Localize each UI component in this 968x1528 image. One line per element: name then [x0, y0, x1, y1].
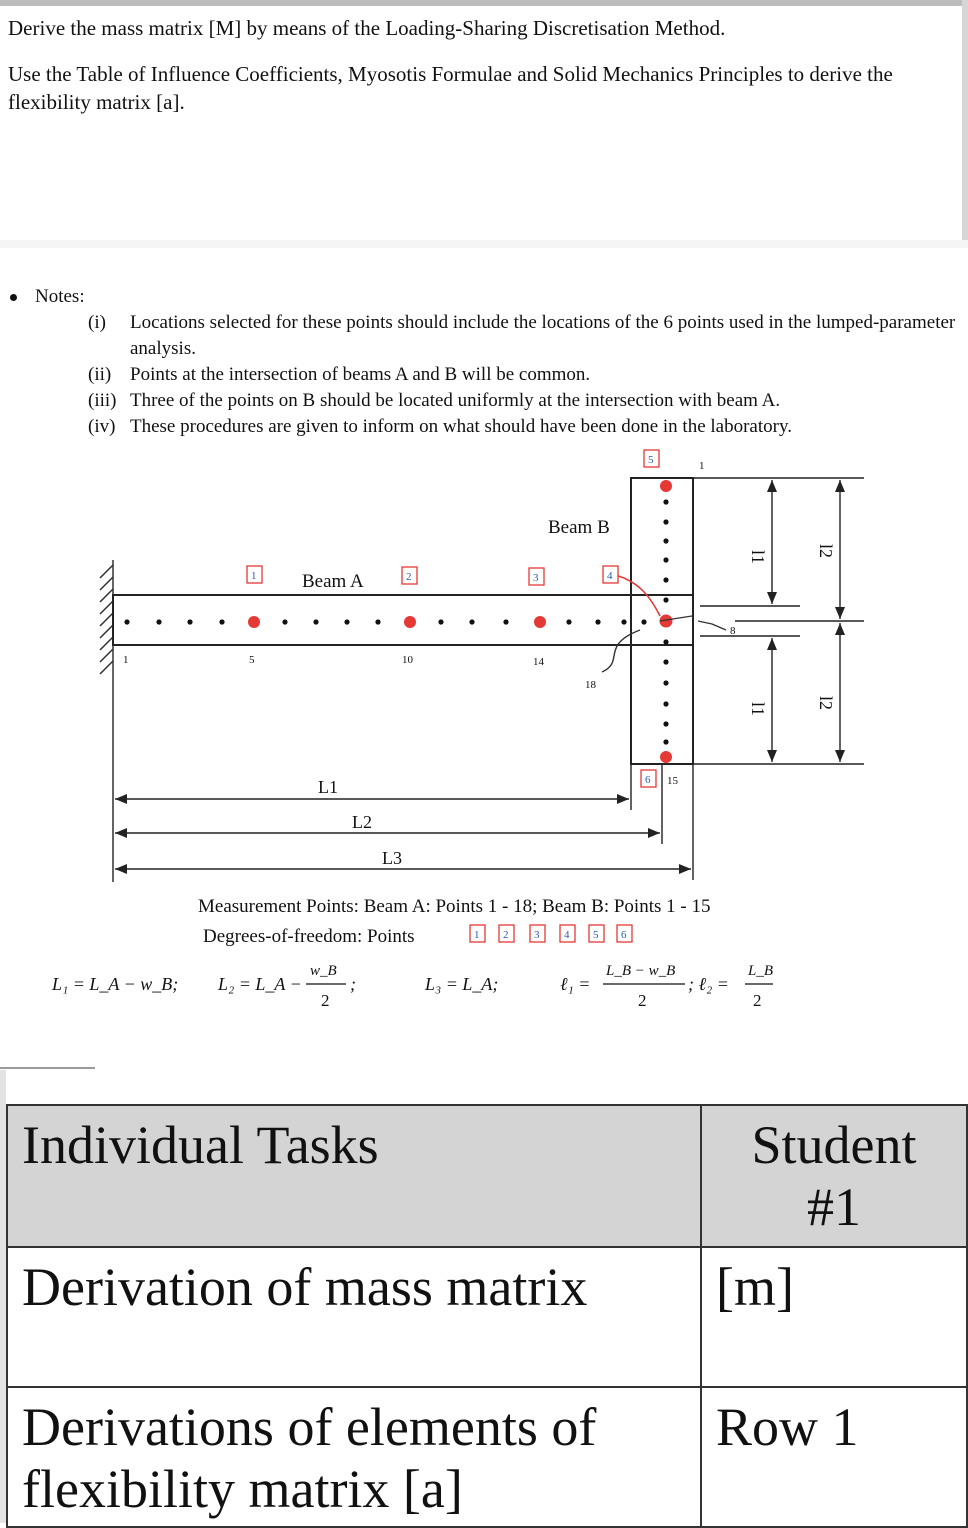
notes-heading: Notes: — [35, 286, 85, 307]
beam-a-points — [124, 619, 646, 624]
dof-legend-label: 2 — [503, 929, 509, 941]
formula-l1-den: 2 — [638, 991, 647, 1010]
header-task: Individual Tasks — [7, 1105, 701, 1247]
formula-L2: L₂ = L_A − — [218, 974, 302, 994]
header-student-line2: #1 — [807, 1177, 861, 1237]
note-item — [88, 310, 958, 362]
note-number: (iv) — [88, 416, 116, 437]
beam-a-dof-points — [248, 616, 546, 628]
formula-l2-num: L_B — [748, 963, 774, 979]
dof-points-text: Degrees-of-freedom: Points — [203, 926, 415, 947]
note-text: Points at the intersection of beams A and B will be common. — [130, 364, 591, 385]
dof-box-6 — [641, 770, 656, 787]
beam-a-label: Beam A — [302, 571, 364, 592]
a-point-label: 1 — [123, 654, 129, 666]
note-text: Locations selected for these points should include the locations of the 6 points used in the lumped-parameter analysis. — [130, 312, 956, 359]
dim-L1: L1 — [318, 777, 338, 797]
dof-box-label: 1 — [251, 570, 257, 582]
dof-box-5 — [644, 450, 659, 467]
point-18-leader — [602, 630, 640, 672]
formula-L2-den: 2 — [321, 991, 330, 1010]
dim-L3: L3 — [382, 848, 402, 868]
b-point-label: 15 — [667, 775, 678, 787]
dim-l1-bottom: l1 — [748, 702, 768, 717]
formula-l2-den: 2 — [753, 991, 762, 1010]
header-student-line1: Student — [751, 1115, 917, 1175]
dof-box-4 — [603, 566, 618, 583]
fixed-wall — [100, 560, 113, 680]
beam-b-dimensions — [693, 478, 864, 764]
a-point-label: 5 — [249, 654, 255, 666]
dim-L2: L2 — [352, 812, 372, 832]
dim-l1-top: l1 — [748, 550, 768, 565]
bullet-icon — [10, 294, 17, 301]
dof-box-label: 2 — [406, 571, 412, 583]
dof-box-label: 3 — [533, 572, 539, 584]
dof-legend-label: 4 — [564, 929, 570, 941]
notes-heading-row — [8, 284, 958, 310]
top-border — [0, 0, 968, 6]
beam-a-dimensions — [113, 680, 693, 882]
a-point-label: 10 — [402, 654, 413, 666]
b-point-label: 1 — [699, 460, 705, 472]
formulas — [51, 963, 773, 1010]
formula-L1: L₁ = L_A − w_B; — [52, 974, 179, 994]
dof-legend-label: 3 — [534, 929, 540, 941]
formula-l1: ℓ₁ = — [560, 974, 591, 994]
table-row — [7, 1247, 967, 1387]
formula-l1-num: L_B − w_B — [606, 963, 676, 979]
row1-task: Derivation of mass matrix — [7, 1247, 701, 1387]
dof-box-label: 4 — [607, 570, 613, 582]
a-point-label: 14 — [533, 656, 544, 668]
dof-legend-label: 6 — [621, 929, 627, 941]
note-text: Three of the points on B should be located uniformly at the intersection with beam A. — [130, 390, 781, 411]
notes-section — [8, 284, 958, 440]
beam-diagram — [0, 440, 968, 1060]
table-header-row — [7, 1105, 967, 1247]
divider — [0, 1067, 95, 1069]
dof-legend-label: 5 — [593, 929, 599, 941]
dof-legend-label: 1 — [474, 929, 480, 941]
scrollbar[interactable] — [962, 0, 968, 240]
note-item — [88, 388, 958, 414]
intro-line-mass-matrix: Derive the mass matrix [M] by means of the Loading-Sharing Discretisation Method. — [8, 16, 726, 40]
dof-box-3 — [529, 568, 544, 585]
notes-list — [8, 310, 958, 440]
dim-l2-bottom: l2 — [816, 696, 836, 711]
dof-legend-boxes — [470, 925, 632, 942]
intro-text — [8, 14, 958, 134]
beam-b-label: Beam B — [548, 517, 610, 538]
note-item — [88, 414, 958, 440]
dim-l2-top: l2 — [816, 544, 836, 559]
section-gap — [0, 240, 968, 248]
tasks-table-wrap — [6, 1104, 968, 1528]
dof-box-2 — [402, 567, 417, 584]
beam-a — [113, 595, 693, 645]
note-item — [88, 362, 958, 388]
formula-l2: ; ℓ₂ = — [688, 974, 729, 994]
note-text: These procedures are given to inform on what should have been done in the laboratory. — [130, 416, 792, 437]
dof-box-label: 5 — [648, 454, 654, 466]
row2-task: Derivations of elements of flexibility matrix [a] — [7, 1387, 701, 1527]
b-point-label: 8 — [730, 625, 736, 637]
measurement-points-text: Measurement Points: Beam A: Points 1 - 18; Beam B: Points 1 - 15 — [198, 896, 711, 917]
formula-L2-num: w_B — [310, 963, 337, 979]
row2-value: Row 1 — [701, 1387, 967, 1527]
row1-value: [m] — [701, 1247, 967, 1387]
intro-line-flexibility: Use the Table of Influence Coefficients, Myosotis Formulae and Solid Mechanics Principles to derive the flexibility matrix [a]. — [8, 62, 893, 114]
svg-text:;: ; — [350, 974, 356, 994]
note-number: (iii) — [88, 390, 117, 411]
tasks-table — [6, 1104, 968, 1528]
note-number: (i) — [88, 312, 106, 333]
formula-L3: L₃ = L_A; — [425, 974, 499, 994]
dof-box-1 — [247, 566, 262, 583]
note-number: (ii) — [88, 364, 112, 385]
point-8-leader — [698, 621, 726, 630]
a-point-label: 18 — [585, 679, 596, 691]
dof-box-label: 6 — [645, 774, 651, 786]
table-row — [7, 1387, 967, 1527]
header-student — [701, 1105, 967, 1247]
